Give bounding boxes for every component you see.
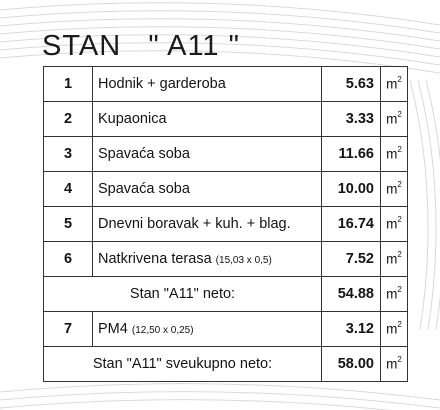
- room-area-value: 3.33: [322, 102, 381, 137]
- unit-label: $m^2$: [381, 172, 408, 207]
- room-name: Hodnik + garderoba: [93, 67, 322, 102]
- room-area-value: 3.12: [322, 312, 381, 347]
- neto-label: Stan "A11" neto:: [44, 277, 322, 312]
- table-row: [44, 137, 408, 172]
- room-area-value: 5.63: [322, 67, 381, 102]
- table-row: [44, 312, 408, 347]
- neto-row: [44, 277, 408, 312]
- room-name: Kupaonica: [93, 102, 322, 137]
- table-row: [44, 242, 408, 277]
- row-number: 5: [44, 207, 93, 242]
- total-row: [44, 347, 408, 382]
- area-table: [43, 66, 408, 382]
- unit-label: $m^2$: [381, 312, 408, 347]
- total-value: 58.00: [322, 347, 381, 382]
- total-label: Stan "A11" sveukupno neto:: [44, 347, 322, 382]
- unit-label: $m^2$: [381, 137, 408, 172]
- row-number: 1: [44, 67, 93, 102]
- row-number: 3: [44, 137, 93, 172]
- row-number: 6: [44, 242, 93, 277]
- room-name: Dnevni boravak + kuh. + blag.: [93, 207, 322, 242]
- table-row: [44, 67, 408, 102]
- table-row: [44, 102, 408, 137]
- unit-label: $m^2$: [381, 67, 408, 102]
- row-number: 7: [44, 312, 93, 347]
- page-title: STAN " A11 ": [42, 30, 240, 62]
- room-name: Spavaća soba: [93, 137, 322, 172]
- neto-value: 54.88: [322, 277, 381, 312]
- unit-label: $m^2$: [381, 347, 408, 382]
- row-number: 2: [44, 102, 93, 137]
- unit-label: $m^2$: [381, 207, 408, 242]
- room-dimensions: (12,50 x 0,25): [131, 325, 194, 336]
- room-area-value: 16.74: [322, 207, 381, 242]
- table-row: [44, 172, 408, 207]
- room-name: Spavaća soba: [93, 172, 322, 207]
- room-area-value: 10.00: [322, 172, 381, 207]
- table-row: [44, 207, 408, 242]
- room-area-value: 11.66: [322, 137, 381, 172]
- room-area-value: 7.52: [322, 242, 381, 277]
- unit-label: $m^2$: [381, 277, 408, 312]
- unit-label: $m^2$: [381, 242, 408, 277]
- room-name: Natkrivena terasa (15,03 x 0,5): [93, 242, 322, 277]
- row-number: 4: [44, 172, 93, 207]
- unit-label: $m^2$: [381, 102, 408, 137]
- room-dimensions: (15,03 x 0,5): [215, 255, 272, 266]
- room-name: PM4 (12,50 x 0,25): [93, 312, 322, 347]
